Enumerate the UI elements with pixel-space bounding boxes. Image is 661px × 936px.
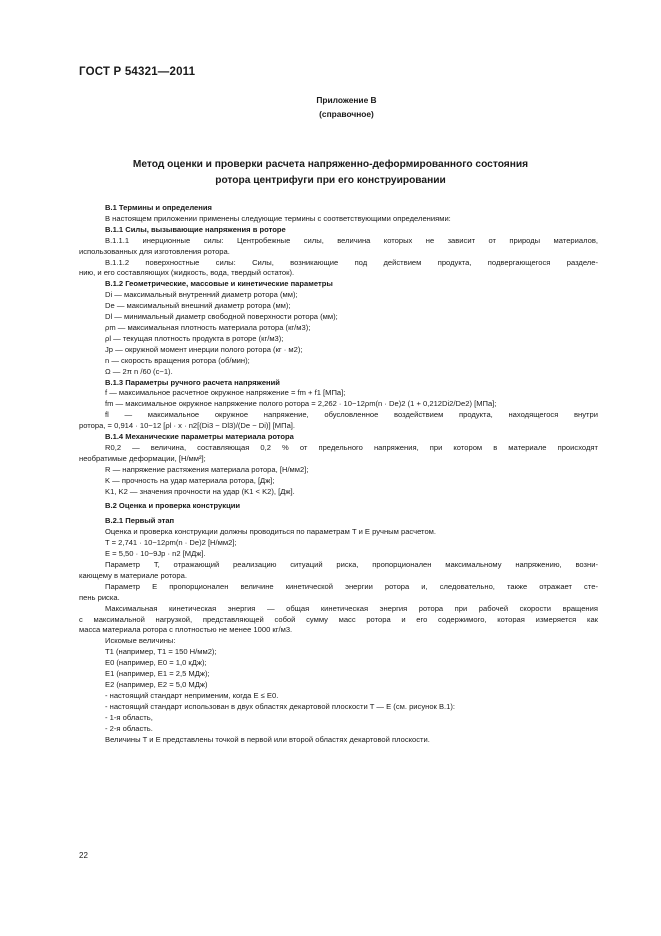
text-line: R — напряжение растяжения материала ротора, [Н/мм2]; [105, 464, 309, 474]
text-line: ротора, = 0,914 · 10−12 [ρl · x · n2[(Di3 − Dl3)/(De − Di)] [МПа]. [79, 421, 296, 431]
text-line: В.1.4 Механические параметры материала ротора [105, 432, 294, 442]
text-line: Параметр E пропорционален величине кинетической энергии ротора и, следовательно, также отражает сте- [105, 581, 598, 591]
text-line: В настоящем приложении применены следующие термины с соответствующими определениями: [105, 213, 451, 223]
text-line: - 2-я область. [105, 723, 153, 733]
text-line: В.2.1 Первый этап [105, 516, 175, 526]
document-body [79, 203, 598, 745]
section-title-line-2: ротора центрифуги при его конструировании [215, 175, 446, 186]
standard-header: ГОСТ Р 54321—2011 [79, 66, 196, 78]
text-line: - настоящий стандарт использован в двух областях декартовой плоскости T — E (см. рисунок В.1): [105, 701, 456, 711]
text-line: ρl — текущая плотность продукта в роторе (кг/м3); [105, 333, 284, 343]
text-line: Искомые величины: [105, 636, 176, 646]
text-line: fm — максимальное окружное напряжение полого ротора = 2,262 · 10−12ρm(n · De)2 (1 + 0,212Di2/De2) [МПа]; [105, 399, 497, 409]
text-line: Параметр T, отражающий реализацию ситуаций риска, пропорционален максимальному напряжению, возни- [105, 560, 598, 569]
text-line: - 1-я область, [105, 712, 153, 722]
text-line: R0,2 — величина, составляющая 0,2 % от предельного напряжения, при котором в материале происходят [105, 442, 598, 452]
text-line: De — максимальный внешний диаметр ротора (мм); [105, 301, 291, 311]
text-line: В.1.2 Геометрические, массовые и кинетические параметры [105, 279, 333, 289]
text-line: Ω — 2π n /60 (с−1). [105, 366, 173, 376]
text-line: T1 (например, T1 = 150 Н/мм2); [105, 647, 217, 657]
text-line: использованных для изготовления ротора. [79, 246, 230, 256]
text-line: нию, и его составляющих (жидкость, вода, твердый остаток). [79, 268, 295, 278]
text-line: кающему в материале ротора. [79, 570, 187, 580]
appendix-kind: (справочное) [319, 109, 374, 119]
text-line: Величины T и E представлены точкой в первой или второй областях декартовой плоскости. [105, 734, 430, 744]
text-line: K — прочность на удар материала ротора, [Дж]; [105, 475, 275, 485]
text-line: f — максимальное расчетное окружное напряжение = fm + f1 [МПа]; [105, 388, 346, 398]
text-line: В.1 Термины и определения [105, 203, 212, 212]
text-line: Di — максимальный внутренний диаметр ротора (мм); [105, 290, 298, 300]
text-line: E2 (например, E2 = 5,0 МДж) [105, 679, 208, 689]
text-line: Dl — минимальный диаметр свободной поверхности ротора (мм); [105, 312, 338, 322]
text-line: В.1.1.1 инерционные силы: Центробежные силы, величина которых не зависит от природы материалов, [105, 235, 598, 245]
text-line: fl — максимальное окружное напряжение, обусловленное воздействием продукта, находящегося внутри [105, 410, 598, 420]
text-line: K1, K2 — значения прочности на удар (K1 < K2), [Дж]. [105, 486, 295, 496]
text-line: E = 5,50 · 10−9Jp · n2 [МДж]. [105, 549, 206, 559]
appendix-label: Приложение В [316, 95, 377, 105]
text-line: пень риска. [79, 592, 120, 602]
text-line: с максимальной нагрузкой, представляющей собой сумму масс ротора и его содержимого, которая измеряется как [79, 614, 598, 624]
text-line: Оценка и проверка конструкции должны проводиться по параметрам T и E ручным расчетом. [105, 527, 437, 537]
text-line: необратимые деформации, [Н/мм²]; [79, 453, 206, 463]
text-line: Jp — окружной момент инерции полого ротора (кг · м2); [105, 344, 303, 354]
text-line: T = 2,741 · 10−12ρm(n · De)2 [Н/мм2]; [105, 538, 237, 548]
text-line: В.1.3 Параметры ручного расчета напряжений [105, 377, 280, 387]
text-line: E0 (например, E0 = 1,0 кДж); [105, 658, 207, 668]
text-line: Максимальная кинетическая энергия — общая кинетическая энергия ротора при рабочей скорости вращения [105, 603, 598, 613]
page-number: 22 [79, 851, 88, 860]
text-line: n — скорость вращения ротора (об/мин); [105, 355, 250, 365]
text-line: - настоящий стандарт неприменим, когда E ≤ E0. [105, 690, 279, 700]
text-line: масса материала ротора с плотностью не менее 1000 кг/м3. [79, 625, 293, 635]
text-line: В.2 Оценка и проверка конструкции [105, 501, 241, 511]
text-line: В.1.1.2 поверхностные силы: Силы, возникающие под действием продукта, подвергающегося разделе- [105, 257, 598, 267]
text-line: ρm — максимальная плотность материала ротора (кг/м3); [105, 322, 311, 332]
text-line: E1 (например, E1 = 2,5 МДж); [105, 669, 210, 679]
section-title-line-1: Метод оценки и проверки расчета напряженно-деформированного состояния [132, 159, 529, 170]
text-line: В.1.1 Силы, вызывающие напряжения в роторе [105, 224, 286, 234]
